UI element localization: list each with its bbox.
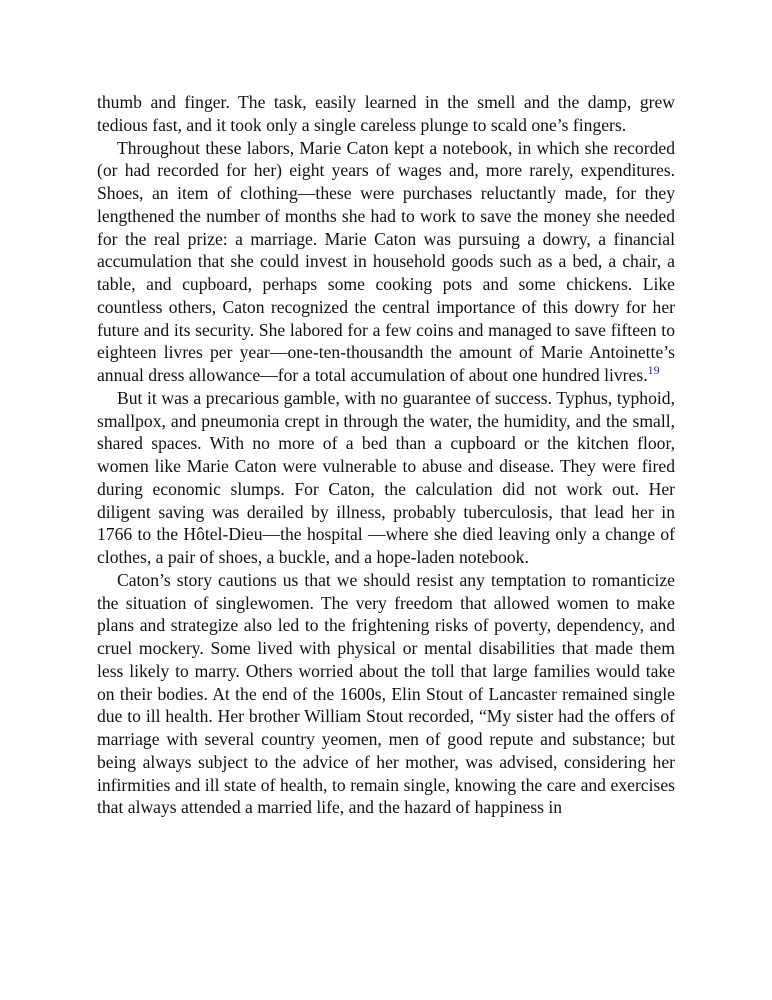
paragraph-3: But it was a precarious gamble, with no guarantee of success. Typhus, typhoid, smallpox, and pneumonia crept in through the water, the humidity, and the small, shared spaces. With no more of a bed than a cupboard or the kitchen floor, women like Marie Caton were vulnerable to abuse and disease. They were fired during economic slumps. For Caton, the calculation did not work out. Her diligent saving was derailed by illness, probably tuberculosis, that lead her in 1766 to the Hôtel-Dieu—the hospital —where she died leaving only a change of clothes, a pair of shoes, a buckle, and a hope-laden notebook. bbox=[97, 387, 675, 567]
paragraph-2 bbox=[97, 137, 675, 387]
paragraph-2-text: Throughout these labors, Marie Caton kept a notebook, in which she recorded (or had recorded for her) eight years of wages and, more rarely, expenditures. Shoes, an item of clothing—these were purchases reluctantly made, for they lengthened the number of months she had to work to save the money she needed for the real prize: a marriage. Marie Caton was pursuing a dowry, a financial accumulation that she could invest in household goods such as a bed, a chair, a table, and cupboard, perhaps some cooking pots and some chickens. Like countless others, Caton recognized the central importance of this dowry for her future and its security. She labored for a few coins and managed to save fifteen to eighteen livres per year—one-ten-thousandth the amount of Marie Antoinette’s annual dress allowance—for a total accumulation of about one hundred livres. bbox=[97, 137, 675, 385]
footnote-link[interactable]: 19 bbox=[647, 363, 660, 378]
paragraph-1: thumb and finger. The task, easily learned in the smell and the damp, grew tedious fast, and it took only a single careless plunge to scald one’s fingers. bbox=[97, 92, 675, 135]
book-page bbox=[97, 91, 675, 819]
paragraph-4: Caton’s story cautions us that we should resist any temptation to romanticize the situation of singlewomen. The very freedom that allowed women to make plans and strategize also led to the frightening risks of poverty, dependency, and cruel mockery. Some lived with physical or mental disabilities that made them less likely to marry. Others worried about the toll that large families would take on their bodies. At the end of the 1600s, Elin Stout of Lancaster remained single due to ill health. Her brother William Stout recorded, “My sister had the offers of marriage with several country yeomen, men of good repute and substance; but being always subject to the advice of her mother, was advised, considering her infirmities and ill state of health, to remain single, knowing the care and exercises that always attended a married life, and the hazard of happiness in bbox=[97, 569, 675, 818]
